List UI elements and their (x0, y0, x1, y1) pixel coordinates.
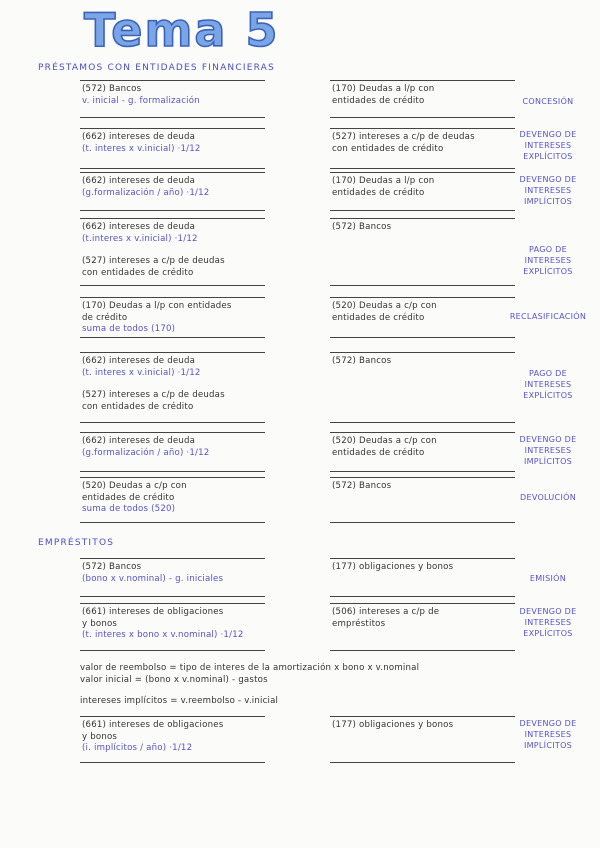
entry-label-line: EMISIÓN (529, 574, 567, 583)
entry-label-line: DEVENGO DE (519, 175, 577, 184)
divider-line (330, 168, 515, 169)
debit-calculation: v. inicial - g. formalización (82, 95, 200, 106)
entry-label-line: DEVENGO DE (519, 607, 577, 616)
divider-line (80, 80, 265, 81)
divider-line (330, 80, 515, 81)
entry-label-line: INTERESES (524, 618, 572, 627)
credit-account: entidades de crédito (332, 312, 425, 323)
divider-line (80, 650, 265, 651)
formula-reembolso: valor de reembolso = tipo de interes de la amortización x bono x v.nominal (80, 663, 420, 673)
entry-label-line: EXPLÍCITOS (523, 391, 573, 400)
debit-account: (520) Deudas a c/p con (82, 481, 187, 491)
entry-label (508, 492, 588, 503)
debit-entry (82, 720, 223, 755)
divider-line (80, 471, 265, 472)
credit-account: entidades de crédito (332, 447, 425, 458)
divider-line (330, 432, 515, 433)
divider-line (80, 522, 265, 523)
debit-account: (662) intereses de deuda (82, 222, 196, 232)
credit-entry (332, 132, 475, 155)
credit-entry (332, 84, 434, 107)
divider-line (80, 716, 265, 717)
debit-account: (661) intereses de obligaciones (82, 607, 224, 617)
credit-account: (506) intereses a c/p de (332, 607, 440, 617)
credit-account: entidades de crédito (332, 95, 425, 106)
debit-calculation: (t. interes x v.inicial) ·1/12 (82, 367, 201, 378)
divider-line (80, 168, 265, 169)
credit-entry (332, 176, 434, 199)
section-heading-emprestitos: EMPRÉSTITOS (38, 538, 115, 548)
credit-account: (572) Bancos (332, 356, 392, 366)
credit-entry (332, 222, 391, 234)
debit-entry-secondary (82, 256, 225, 279)
divider-line (330, 352, 515, 353)
debit-calculation: suma de todos (170) (82, 324, 176, 334)
debit-entry (82, 436, 209, 459)
debit-account: (662) intereses de deuda (82, 436, 196, 446)
credit-account: entidades de crédito (332, 187, 425, 198)
divider-line (330, 522, 515, 523)
entry-label (508, 718, 588, 751)
debit-account: (662) intereses de deuda (82, 176, 196, 186)
debit-calculation: (g.formalización / año) ·1/12 (82, 187, 210, 198)
credit-account: (572) Bancos (332, 222, 392, 232)
divider-line (330, 285, 515, 286)
credit-account: (527) intereses a c/p de deudas (332, 132, 475, 142)
debit-entry (82, 607, 244, 642)
debit-calculation: (g.formalización / año) ·1/12 (82, 447, 210, 458)
divider-line (330, 210, 515, 211)
entry-label (508, 311, 588, 322)
entry-label-line: IMPLÍCITOS (523, 741, 573, 750)
divider-line (80, 117, 265, 118)
credit-entry (332, 720, 453, 732)
divider-line (330, 558, 515, 559)
debit-account: (170) Deudas a l/p con entidades (82, 301, 232, 311)
debit-account: entidades de crédito (82, 492, 175, 503)
entry-label (508, 434, 588, 467)
entry-label-line: DEVENGO DE (519, 719, 577, 728)
entry-label (508, 573, 588, 584)
divider-line (330, 603, 515, 604)
debit-account: con entidades de crédito (82, 401, 194, 412)
divider-line (80, 762, 265, 763)
divider-line (80, 337, 265, 338)
entry-label (508, 606, 588, 639)
debit-entry (82, 222, 198, 245)
credit-entry (332, 356, 391, 368)
debit-account: de crédito (82, 312, 128, 323)
divider-line (330, 477, 515, 478)
entry-label-line: INTERESES (524, 446, 572, 455)
divider-line (330, 117, 515, 118)
divider-line (330, 762, 515, 763)
divider-line (80, 297, 265, 298)
debit-account: con entidades de crédito (82, 267, 194, 278)
divider-line (330, 297, 515, 298)
credit-entry (332, 481, 391, 493)
debit-account: (527) intereses a c/p de deudas (82, 390, 225, 400)
debit-calculation: (bono x v.nominal) - g. iniciales (82, 573, 224, 584)
debit-account: (572) Bancos (82, 84, 142, 94)
credit-account: (170) Deudas a l/p con (332, 176, 435, 186)
debit-account: (527) intereses a c/p de deudas (82, 256, 225, 266)
section-heading-prestamos: PRÉSTAMOS CON ENTIDADES FINANCIERAS (38, 63, 275, 73)
divider-line (80, 477, 265, 478)
entry-label-line: EXPLÍCITOS (523, 629, 573, 638)
divider-line (80, 128, 265, 129)
debit-calculation: (t. interes x v.inicial) ·1/12 (82, 143, 201, 154)
entry-label-line: IMPLÍCITOS (523, 457, 573, 466)
debit-account: (661) intereses de obligaciones (82, 720, 224, 730)
debit-entry (82, 84, 200, 107)
divider-line (330, 422, 515, 423)
entry-label-line: CONCESIÓN (522, 97, 574, 106)
debit-account: (662) intereses de deuda (82, 132, 196, 142)
divider-line (80, 218, 265, 219)
entry-label-line: INTERESES (524, 256, 572, 265)
divider-line (330, 128, 515, 129)
entry-label-line: DEVOLUCIÓN (520, 493, 576, 502)
credit-account: (177) obligaciones y bonos (332, 562, 454, 572)
entry-label (508, 129, 588, 162)
divider-line (330, 650, 515, 651)
credit-entry (332, 301, 437, 324)
divider-line (80, 603, 265, 604)
entry-label-line: INTERESES (524, 186, 572, 195)
entry-label-line: RECLASIFICACIÓN (509, 312, 587, 321)
debit-account: (572) Bancos (82, 562, 142, 572)
divider-line (80, 285, 265, 286)
entry-label-line: INTERESES (524, 380, 572, 389)
divider-line (80, 172, 265, 173)
credit-account: empréstitos (332, 618, 386, 629)
entry-label-line: EXPLÍCITOS (523, 267, 573, 276)
entry-label-line: EXPLÍCITOS (523, 152, 573, 161)
entry-label-line: INTERESES (524, 730, 572, 739)
debit-calculation: (t. interes x bono x v.nominal) ·1/12 (82, 630, 244, 640)
entry-label-line: DEVENGO DE (519, 130, 577, 139)
entry-label (508, 244, 588, 277)
credit-account: con entidades de crédito (332, 143, 444, 154)
divider-line (80, 558, 265, 559)
entry-label-line: IMPLÍCITOS (523, 197, 573, 206)
debit-entry-secondary (82, 390, 225, 413)
credit-entry (332, 436, 437, 459)
divider-line (330, 172, 515, 173)
divider-line (330, 337, 515, 338)
entry-label (508, 96, 588, 107)
divider-line (80, 596, 265, 597)
divider-line (80, 210, 265, 211)
page-title: Tema 5 (84, 3, 280, 57)
divider-line (330, 596, 515, 597)
debit-entry (82, 356, 201, 379)
debit-calculation: (i. implícitos / año) ·1/12 (82, 743, 193, 753)
entry-label-line: INTERESES (524, 141, 572, 150)
debit-entry (82, 132, 201, 155)
entry-label-line: DEVENGO DE (519, 435, 577, 444)
credit-entry (332, 607, 439, 630)
debit-entry (82, 176, 209, 199)
debit-account: (662) intereses de deuda (82, 356, 196, 366)
debit-entry (82, 301, 232, 336)
credit-account: (170) Deudas a l/p con (332, 84, 435, 94)
entry-label (508, 174, 588, 207)
divider-line (330, 716, 515, 717)
divider-line (80, 352, 265, 353)
entry-label-line: PAGO DE (529, 245, 567, 254)
divider-line (330, 218, 515, 219)
credit-account: (520) Deudas a c/p con (332, 436, 437, 446)
debit-account: y bonos (82, 731, 118, 742)
credit-account: (520) Deudas a c/p con (332, 301, 437, 311)
debit-calculation: (t.interes x v.inicial) ·1/12 (82, 233, 198, 244)
debit-account: y bonos (82, 618, 118, 629)
divider-line (80, 422, 265, 423)
entry-label (508, 368, 588, 401)
debit-entry (82, 562, 223, 585)
divider-line (330, 471, 515, 472)
debit-calculation: suma de todos (520) (82, 504, 176, 514)
divider-line (80, 432, 265, 433)
entry-label-line: PAGO DE (529, 369, 567, 378)
formula-intereses-implicitos: intereses implícitos = v.reembolso - v.inicial (80, 696, 279, 706)
formula-valor-inicial: valor inicial = (bono x v.nominal) - gastos (80, 675, 268, 685)
credit-account: (572) Bancos (332, 481, 392, 491)
debit-entry (82, 481, 187, 516)
credit-account: (177) obligaciones y bonos (332, 720, 454, 730)
credit-entry (332, 562, 453, 574)
